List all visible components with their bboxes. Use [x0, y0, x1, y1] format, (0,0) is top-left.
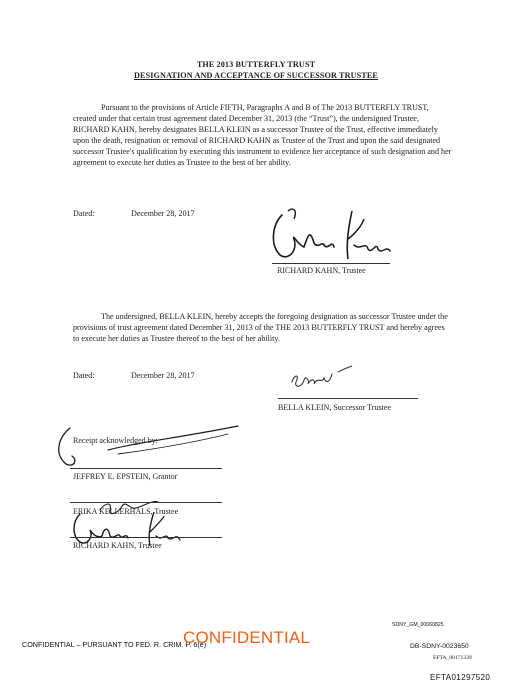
dated-value: December 28, 2017 [131, 209, 195, 218]
signer-erika-kellerhals: ERIKA KELLERHALS, Trustee [73, 507, 179, 516]
dated-label: Dated: [73, 371, 95, 380]
document-subtitle: DESIGNATION AND ACCEPTANCE OF SUCCESSOR TRUSTEE [134, 71, 378, 80]
signer-richard-kahn: RICHARD KAHN, Trustee [277, 266, 366, 275]
signer-jeffrey-epstein: JEFFREY E. EPSTEIN, Grantor [73, 472, 178, 481]
confidential-note: CONFIDENTIAL – PURSUANT TO FED. R. CRIM. P. 6(e) [22, 640, 207, 649]
signature-line [70, 468, 222, 469]
bates-efta: EFTA01297520 [430, 673, 491, 682]
dated-label: Dated: [73, 209, 95, 218]
confidential-stamp: CONFIDENTIAL [183, 628, 311, 647]
bates-sdny-gm: SDNY_GM_00060825 [392, 622, 444, 628]
dated-value: December 28, 2017 [131, 371, 195, 380]
signer-richard-kahn-2: RICHARD KAHN, Trustee [73, 541, 162, 550]
bates-db-sdny: DB-SDNY-0023650 [410, 643, 469, 650]
richard-kahn-signature [268, 205, 398, 267]
acceptance-paragraph: The undersigned, BELLA KLEIN, hereby accepts the foregoing designation as successor Trustee under the provisions of trust agreement dated December 31, 2013 of the THE 2013 BUTTERFLY TRUST and hereby agrees to execute her duties as Trustee thereof to the best of her ability. [73, 312, 448, 343]
signature-line [70, 537, 222, 538]
receipt-label: Receipt acknowledged by: [73, 436, 158, 445]
signer-bella-klein: BELLA KLEIN, Successor Trustee [278, 403, 391, 412]
signature-line [278, 398, 418, 399]
signature-line [272, 263, 390, 264]
designation-paragraph: Pursuant to the provisions of Article FIFTH, Paragraphs A and B of The 2013 BUTTERFLY TRUST, created under that certain trust agreement dated December 31, 2013 (the “Trust”), the undersigned Trustee, RICHARD KAHN, hereby designates BELLA KLEIN as a successor Trustee of the Trust, effective immediately upon the death, resignation or removal of RICHARD KAHN as Trustee of the Trust and upon the said designated successor Trustee's qualification by executing this instrument to evidence her acceptance of such designation and her agreement to execute her duties as Trustee to the best of her ability. [73, 103, 452, 167]
signature-line [70, 502, 222, 503]
bella-klein-signature [286, 362, 356, 392]
document-title: THE 2013 BUTTERFLY TRUST [196, 60, 316, 69]
bates-efta-small: EFTA_00171339 [433, 655, 472, 661]
